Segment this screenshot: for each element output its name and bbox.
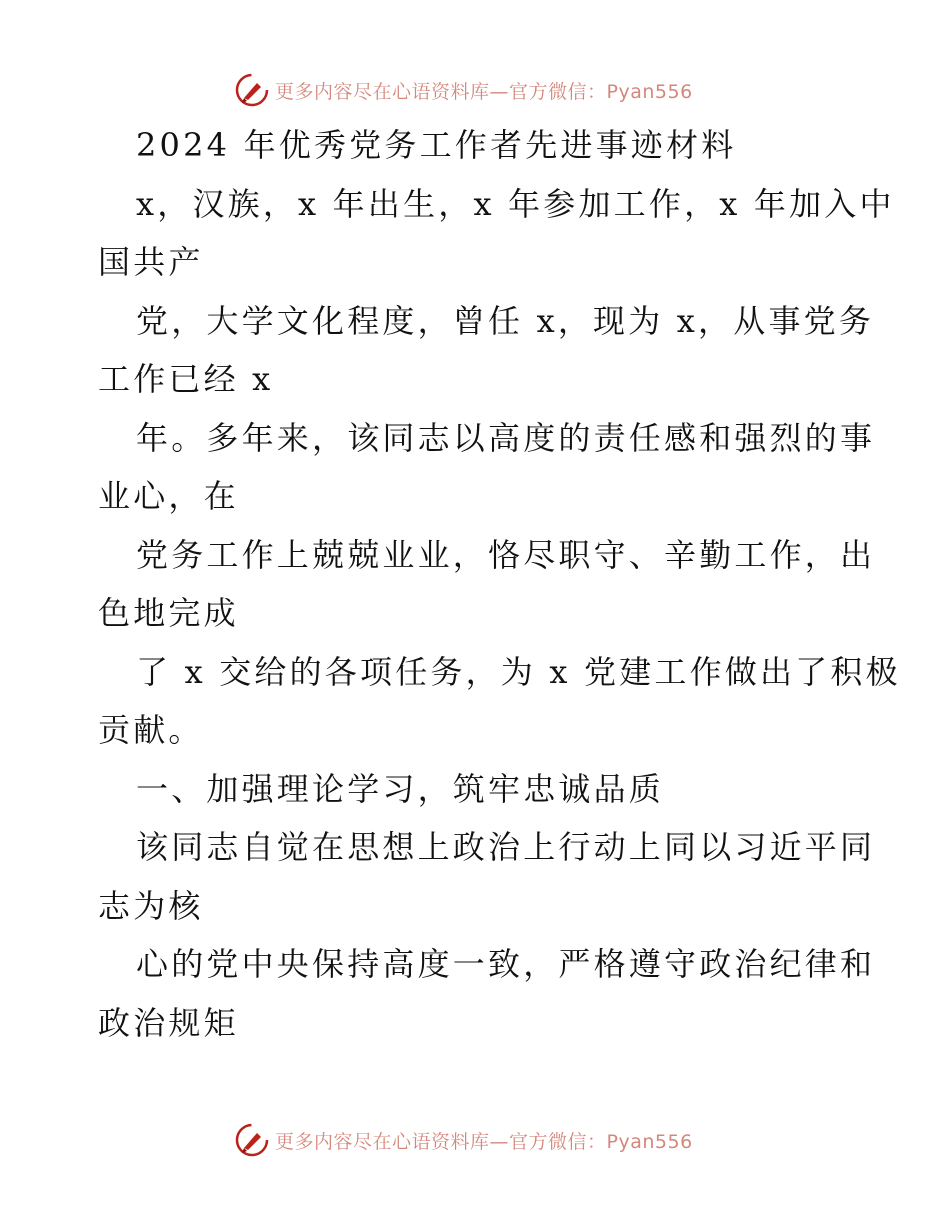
paragraph-line: 年。多年来，该同志以高度的责任感和强烈的事 <box>136 418 876 457</box>
paragraph-line: 色地完成 <box>98 594 239 632</box>
paragraph-line: 该同志自觉在思想上政治上行动上同以习近平同 <box>136 828 876 866</box>
watermark-text: 更多内容尽在心语资料库—官方微信：Pyan556 <box>275 1130 693 1153</box>
paragraph-line: 了 x 交给的各项任务，为 x 党建工作做出了积极 <box>136 652 901 691</box>
watermark-text: 更多内容尽在心语资料库—官方微信：Pyan556 <box>275 80 693 103</box>
paragraph-line: x，汉族，x 年出生，x 年参加工作，x 年加入中 <box>136 184 895 223</box>
header-watermark <box>235 72 693 108</box>
paragraph-line: 业心，在 <box>98 477 239 515</box>
pen-logo-icon <box>235 73 269 107</box>
section-heading: 一、加强理论学习，筑牢忠诚品质 <box>136 769 665 808</box>
footer-watermark <box>235 1122 693 1158</box>
paragraph-line: 心的党中央保持高度一致，严格遵守政治纪律和 <box>136 945 876 983</box>
paragraph-line: 工作已经 x <box>98 360 274 398</box>
paragraph-line: 贡献。 <box>98 711 204 749</box>
document-body <box>98 116 901 1052</box>
pen-logo-icon <box>235 1123 269 1157</box>
document-title: 2024 年优秀党务工作者先进事迹材料 <box>136 126 737 164</box>
paragraph-line: 志为核 <box>98 886 204 925</box>
paragraph-line: 国共产 <box>98 243 204 281</box>
paragraph-line: 党，大学文化程度，曾任 x，现为 x，从事党务 <box>136 301 875 340</box>
paragraph-line: 党务工作上兢兢业业，恪尽职守、辛勤工作，出 <box>136 535 876 574</box>
paragraph-line: 政治规矩 <box>98 1003 239 1042</box>
